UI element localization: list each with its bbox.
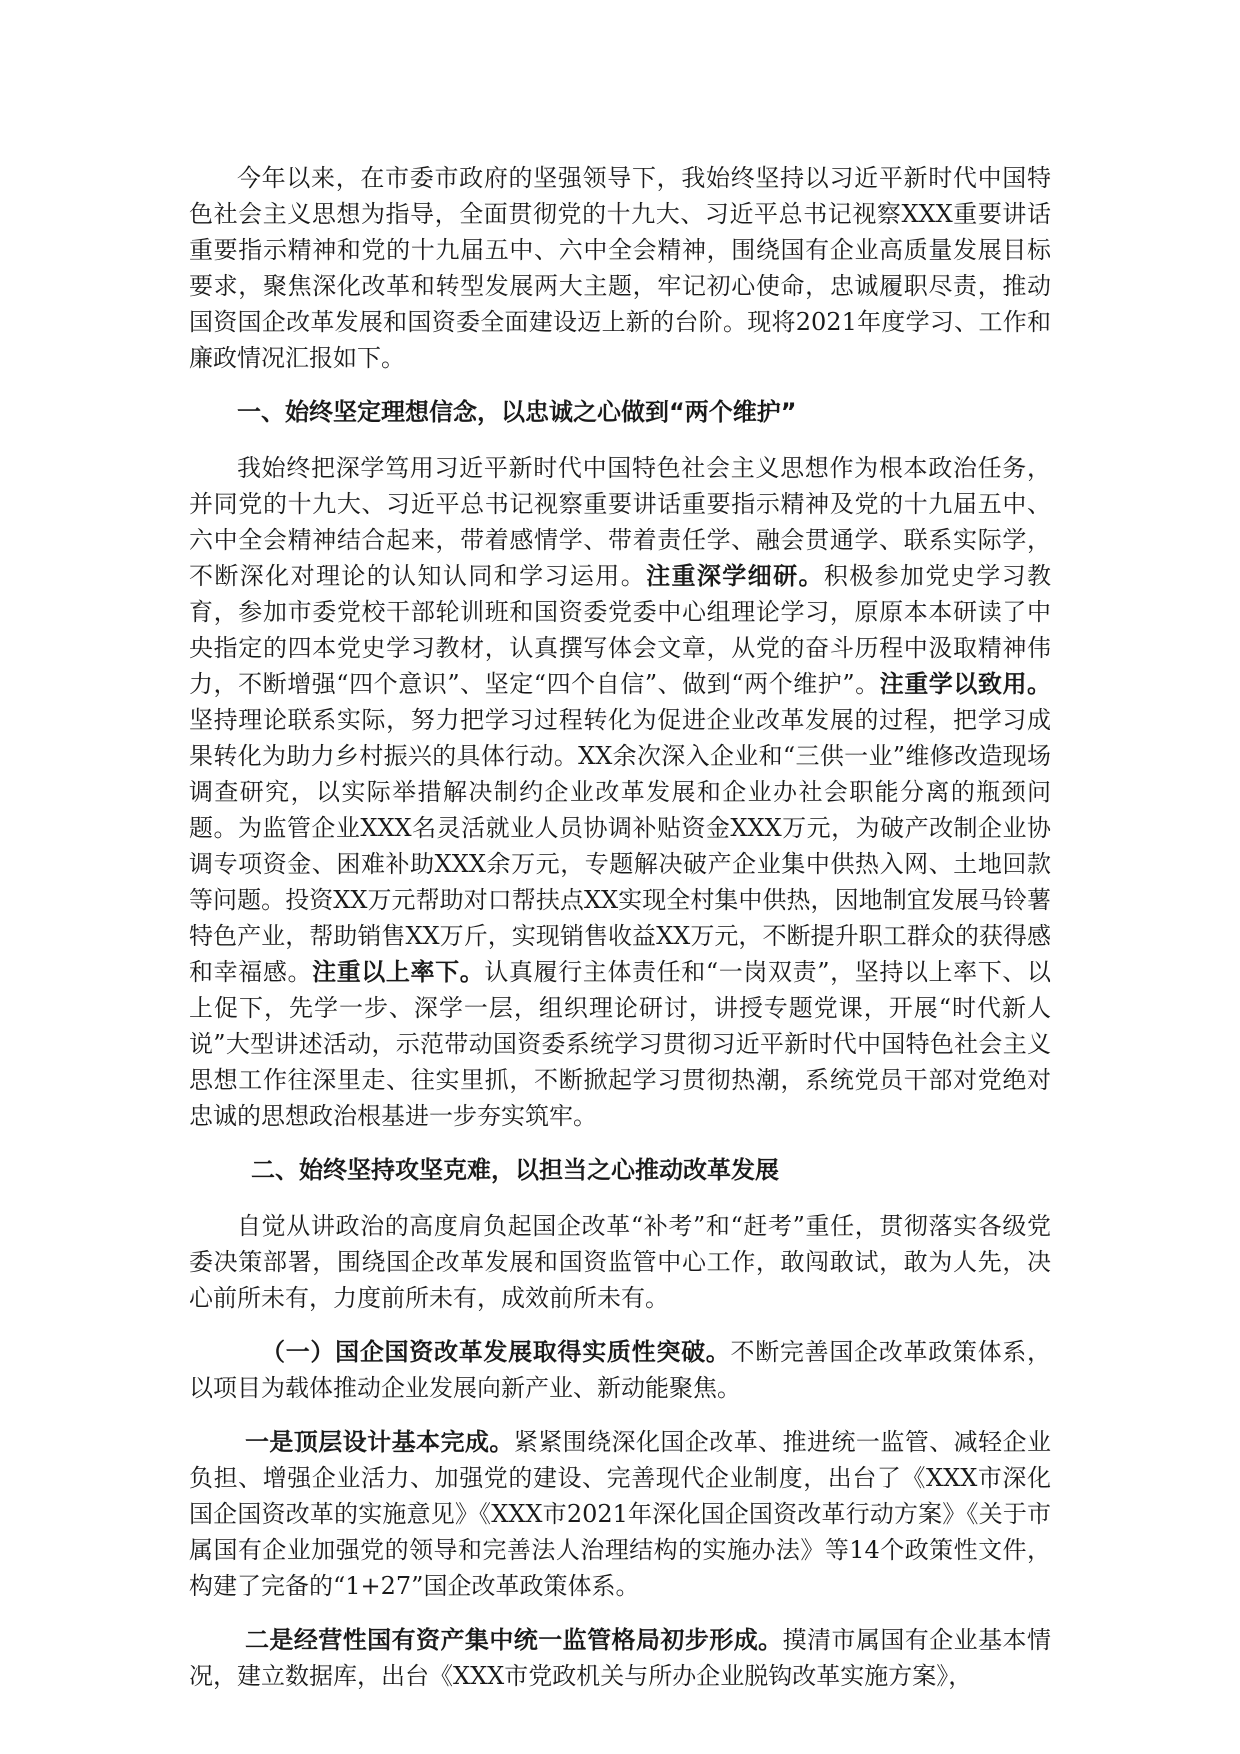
item1-heading: 一是顶层设计基本完成。 (245, 1428, 514, 1456)
item2-heading: 二是经营性国有资产集中统一监管格局初步形成。 (245, 1626, 783, 1654)
subsection1-heading: （一）国企国资改革发展取得实质性突破。 (261, 1338, 731, 1366)
document-page (189, 160, 1051, 1712)
section1-text-mid1: 积极参加党史学习教育，参加市委党校干部轮训班和国资委党委中心组理论学习，原原本本研读了中央指定的四本党史学习教材，认真撰写体会文章，从党的奋斗历程中汲取精神伟力，不断增强“四个意识”、坚定“四个自信”、做到“两个维护”。 (189, 562, 1052, 698)
section1-text-end: 认真履行主体责任和“一岗双责”，坚持以上率下、以上促下，先学一步、深学一层，组织理论研讨，讲授专题党课，开展“时代新人说”大型讲述活动，示范带动国资委系统学习贯彻习近平新时代中国特色社会主义思想工作往深里走、往实里抓，不断掀起学习贯彻热潮，系统党员干部对党绝对忠诚的思想政治根基进一步夯实筑牢。 (189, 958, 1052, 1130)
section1-emphasis-1: 注重深学细研。 (646, 562, 824, 590)
section2-heading: 二、始终坚持攻坚克难，以担当之心推动改革发展 (251, 1156, 779, 1184)
item1-text: 紧紧围绕深化国企改革、推进统一监管、减轻企业负担、增强企业活力、加强党的建设、完善现代企业制度，出台了《XXX市深化国企国资改革的实施意见》《XXX市2021年深化国企国资改革行动方案》《关于市属国有企业加强党的领导和完善法人治理结构的实施办法》等14个政策性文件，构建了完备的“1+27”国企改革政策体系。 (189, 1428, 1051, 1600)
intro-paragraph: 今年以来，在市委市政府的坚强领导下，我始终坚持以习近平新时代中国特色社会主义思想为指导，全面贯彻党的十九大、习近平总书记视察XXX重要讲话重要指示精神和党的十九届五中、六中全会精神，围绕国有企业高质量发展目标要求，聚焦深化改革和转型发展两大主题，牢记初心使命，忠诚履职尽责，推动国资国企改革发展和国资委全面建设迈上新的台阶。现将2021年度学习、工作和廉政情况汇报如下。 (189, 164, 1051, 372)
section1-paragraph (189, 450, 1051, 1134)
item2-paragraph (189, 1622, 1051, 1694)
section1-text-start: 我始终把深学笃用习近平新时代中国特色社会主义思想作为根本政治任务，并同党的十九大、习近平总书记视察重要讲话重要指示精神及党的十九届五中、六中全会精神结合起来，带着感情学、带着责任学、融会贯通学、联系实际学，不断深化对理论的认知认同和学习运用。 (189, 454, 1051, 590)
item2-text: 摸清市属国有企业基本情况，建立数据库，出台《XXX市党政机关与所办企业脱钩改革实施方案》， (189, 1626, 1051, 1690)
section2-intro-paragraph: 自觉从讲政治的高度肩负起国企改革“补考”和“赶考”重任，贯彻落实各级党委决策部署，围绕国企改革发展和国资监管中心工作，敢闯敢试，敢为人先，决心前所未有，力度前所未有，成效前所未有。 (189, 1212, 1051, 1312)
item1-paragraph (189, 1424, 1051, 1604)
section1-emphasis-2: 注重学以致用。 (879, 670, 1051, 698)
subsection1-text: 不断完善国企改革政策体系，以项目为载体推动企业发展向新产业、新动能聚焦。 (189, 1338, 1051, 1402)
section1-heading: 一、始终坚定理想信念，以忠诚之心做到“两个维护” (237, 398, 797, 426)
subsection1-paragraph (189, 1334, 1051, 1406)
section1-emphasis-3: 注重以上率下。 (312, 958, 485, 986)
section1-text-mid2: 坚持理论联系实际，努力把学习过程转化为促进企业改革发展的过程，把学习成果转化为助力乡村振兴的具体行动。XX余次深入企业和“三供一业”维修改造现场调查研究，以实际举措解决制约企业改革发展和企业办社会职能分离的瓶颈问题。为监管企业XXX名灵活就业人员协调补贴资金XXX万元，为破产改制企业协调专项资金、困难补助XXX余万元，专题解决破产企业集中供热入网、土地回款等问题。投资XX万元帮助对口帮扶点XX实现全村集中供热，因地制宜发展马铃薯特色产业，帮助销售XX万斤，实现销售收益XX万元，不断提升职工群众的获得感和幸福感。 (189, 706, 1051, 986)
